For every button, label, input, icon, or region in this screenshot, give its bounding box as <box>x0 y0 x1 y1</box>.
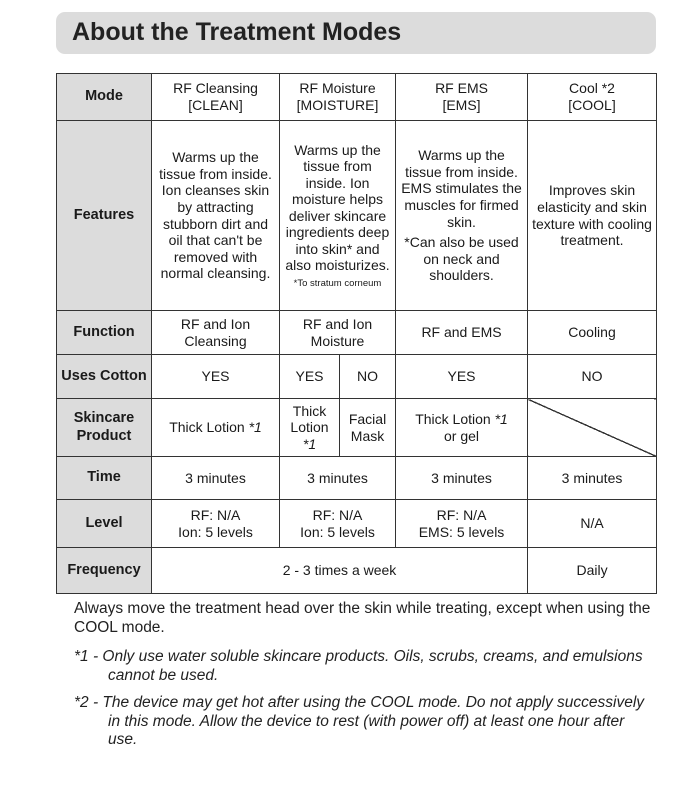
row-label-frequency: Frequency <box>57 548 152 594</box>
table-row-function <box>57 311 657 355</box>
features-ems-note: *Can also be used on neck and shoulders. <box>404 234 519 284</box>
uses-cotton-ems: YES <box>396 355 528 399</box>
function-ems: RF and EMS <box>396 311 528 355</box>
table-row-uses-cotton <box>57 355 657 399</box>
product-name: Thick Lotion <box>169 419 245 436</box>
frequency-rf-modes: 2 - 3 times a week <box>152 548 528 594</box>
stratum-corneum-note: *To stratum corneum <box>293 277 382 289</box>
level-clean <box>152 500 280 548</box>
mode-name: Cool *2 <box>569 80 615 97</box>
table-row-skincare-product <box>57 399 657 457</box>
row-label-uses-cotton: Uses Cotton <box>57 355 152 399</box>
level-ems <box>396 500 528 548</box>
row-label-skincare-product: Skincare Product <box>57 399 152 457</box>
table-row-frequency <box>57 548 657 594</box>
uses-cotton-clean: YES <box>152 355 280 399</box>
skincare-ems <box>396 399 528 457</box>
title-bar <box>56 12 656 54</box>
mode-header-ems <box>396 74 528 121</box>
function-moisture: RF and Ion Moisture <box>280 311 396 355</box>
footnote-marker: *1 <box>248 419 262 436</box>
page-title: About the Treatment Modes <box>72 18 402 46</box>
table-row-time <box>57 457 657 500</box>
uses-cotton-cool: NO <box>528 355 657 399</box>
product-name: Thick Lotion <box>290 402 329 436</box>
level-rf: RF: N/A <box>190 506 241 523</box>
time-ems: 3 minutes <box>396 457 528 500</box>
mode-header-cool <box>528 74 657 121</box>
uses-cotton-moisture-a: YES <box>280 355 340 399</box>
mode-name: RF EMS <box>435 80 488 97</box>
mode-code: [MOISTURE] <box>296 97 379 113</box>
uses-cotton-moisture-b: NO <box>340 355 396 399</box>
function-cool: Cooling <box>528 311 657 355</box>
features-moisture-text: Warms up the tissue from inside. Ion moisture helps deliver skincare ingredients deep into skin* and also moisturizes. <box>285 141 390 274</box>
function-clean: RF and Ion Cleansing <box>152 311 280 355</box>
mode-code: [CLEAN] <box>188 97 243 113</box>
features-ems <box>396 121 528 311</box>
level-ems-value: EMS: 5 levels <box>418 523 505 540</box>
footnote-1: *1 - Only use water soluble skincare products. Oils, scrubs, creams, and emulsions cannot be used. <box>74 647 643 684</box>
level-moisture <box>280 500 396 548</box>
time-moisture: 3 minutes <box>280 457 396 500</box>
mode-header-moisture <box>280 74 396 121</box>
mode-name: RF Cleansing <box>173 80 258 97</box>
features-ems-text: Warms up the tissue from inside. EMS stimulates the muscles for firmed skin. <box>401 147 522 230</box>
time-clean: 3 minutes <box>152 457 280 500</box>
mode-header-clean <box>152 74 280 121</box>
usage-instruction: Always move the treatment head over the skin while treating, except when using the COOL mode. <box>74 600 651 636</box>
skincare-moisture-b: Facial Mask <box>340 399 396 457</box>
product-alt: or gel <box>444 427 480 444</box>
table-row-features <box>57 121 657 311</box>
features-clean: Warms up the tissue from inside. Ion cleanses skin by attracting stubborn dirt and oil that can't be removed with normal cleansing. <box>152 121 280 311</box>
row-label-mode: Mode <box>57 74 152 121</box>
footnote-marker: *1 <box>494 410 508 427</box>
footnote-marker: *1 <box>302 435 317 452</box>
level-ion: Ion: 5 levels <box>300 523 375 540</box>
row-label-time: Time <box>57 457 152 500</box>
row-label-level: Level <box>57 500 152 548</box>
skincare-clean <box>152 399 280 457</box>
level-ion: Ion: 5 levels <box>178 523 253 540</box>
mode-code: [COOL] <box>568 97 616 113</box>
frequency-cool: Daily <box>528 548 657 594</box>
table-row-mode <box>57 74 657 121</box>
level-rf: RF: N/A <box>312 506 363 523</box>
footnote-2: *2 - The device may get hot after using the COOL mode. Do not apply successively in this mode. Allow the device to rest (with power off) at least one hour after use. <box>74 693 645 749</box>
usage-notes <box>74 600 654 758</box>
skincare-cool-not-applicable <box>528 399 657 457</box>
mode-name: RF Moisture <box>299 80 376 97</box>
treatment-modes-table <box>56 73 657 594</box>
time-cool: 3 minutes <box>528 457 657 500</box>
product-name: Thick Lotion <box>415 410 491 427</box>
features-cool: Improves skin elasticity and skin texture with cooling treatment. <box>528 121 657 311</box>
level-rf: RF: N/A <box>436 506 487 523</box>
row-label-function: Function <box>57 311 152 355</box>
level-cool: N/A <box>528 500 657 548</box>
mode-code: [EMS] <box>442 97 481 113</box>
skincare-moisture-a <box>280 399 340 457</box>
row-label-features: Features <box>57 121 152 311</box>
features-moisture <box>280 121 396 311</box>
table-row-level <box>57 500 657 548</box>
